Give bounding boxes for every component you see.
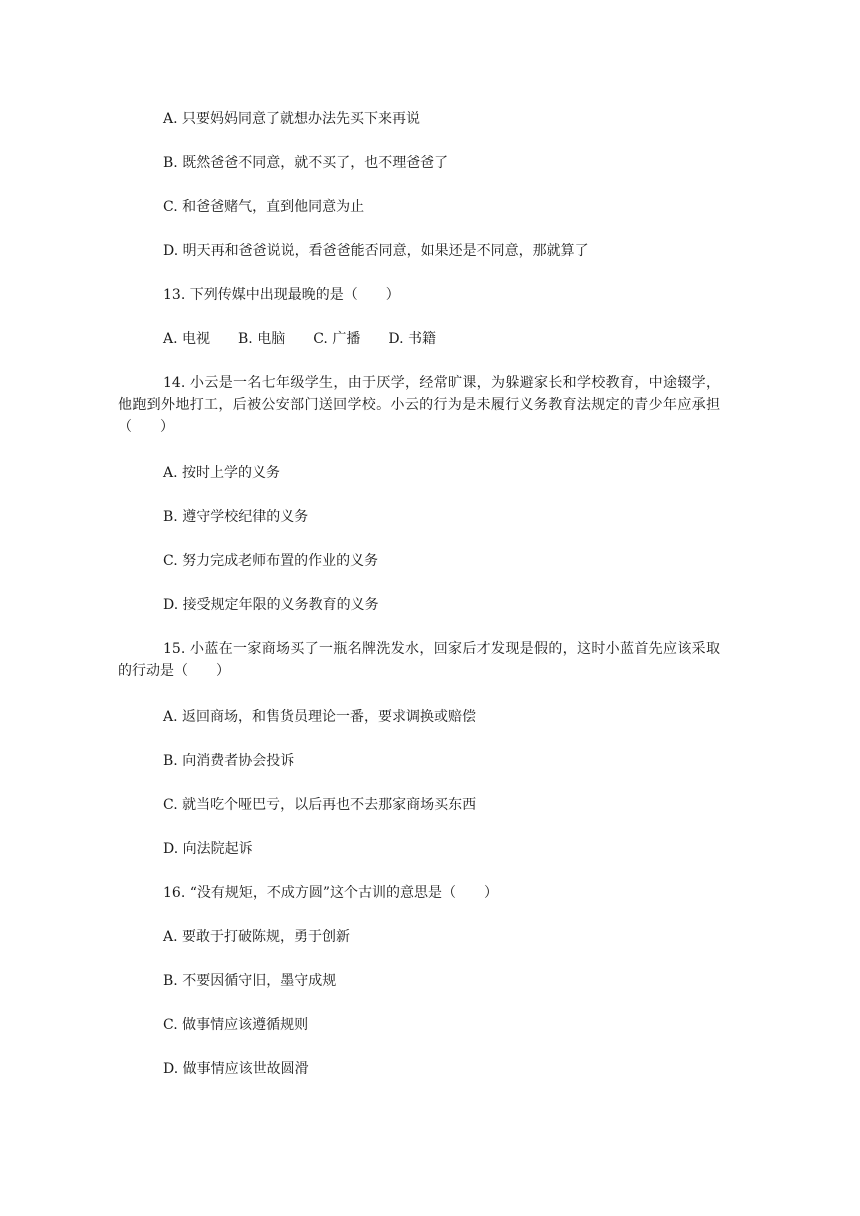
q12-option-d: D. 明天再和爸爸说说，看爸爸能否同意，如果还是不同意，那就算了 <box>163 243 589 259</box>
q15-option-a: A. 返回商场，和售货员理论一番，要求调换或赔偿 <box>163 709 477 725</box>
q13-option-b: B. 电脑 <box>238 331 286 347</box>
q14-option-a: A. 按时上学的义务 <box>163 465 281 481</box>
q16-option-c: C. 做事情应该遵循规则 <box>163 1017 309 1033</box>
q15-option-d: D. 向法院起诉 <box>163 841 253 857</box>
q13-stem: 13. 下列传媒中出现最晚的是（ ） <box>163 287 400 303</box>
q12-option-a: A. 只要妈妈同意了就想办法先买下来再说 <box>163 111 421 127</box>
q16-option-a: A. 要敢于打破陈规，勇于创新 <box>163 929 351 945</box>
q13-option-d: D. 书籍 <box>388 331 436 347</box>
q12-option-b: B. 既然爸爸不同意，就不买了，也不理爸爸了 <box>163 155 449 171</box>
q13-options <box>163 328 436 350</box>
q13-option-a: A. 电视 <box>163 331 211 347</box>
q12-option-c: C. 和爸爸赌气，直到他同意为止 <box>163 199 365 215</box>
q14-stem: 14. 小云是一名七年级学生，由于厌学，经常旷课，为躲避家长和学校教育，中途辍学，他跑到外地打工，后被公安部门送回学校。小云的行为是未履行义务教育法规定的青少年应承担（ ） <box>118 375 720 435</box>
q16-option-b: B. 不要因循守旧，墨守成规 <box>163 973 337 989</box>
q16-option-d: D. 做事情应该世故圆滑 <box>163 1061 309 1077</box>
q14-option-b: B. 遵守学校纪律的义务 <box>163 509 309 525</box>
q14-option-c: C. 努力完成老师布置的作业的义务 <box>163 553 379 569</box>
q14-option-d: D. 接受规定年限的义务教育的义务 <box>163 597 379 613</box>
q15-stem: 15. 小蓝在一家商场买了一瓶名牌洗发水，回家后才发现是假的，这时小蓝首先应该采取的行动是（ ） <box>118 641 720 679</box>
q16-stem: 16. “没有规矩，不成方圆”这个古训的意思是（ ） <box>163 885 499 901</box>
q15-option-b: B. 向消费者协会投诉 <box>163 753 295 769</box>
q15-option-c: C. 就当吃个哑巴亏，以后再也不去那家商场买东西 <box>163 797 477 813</box>
q13-option-c: C. 广播 <box>313 331 361 347</box>
